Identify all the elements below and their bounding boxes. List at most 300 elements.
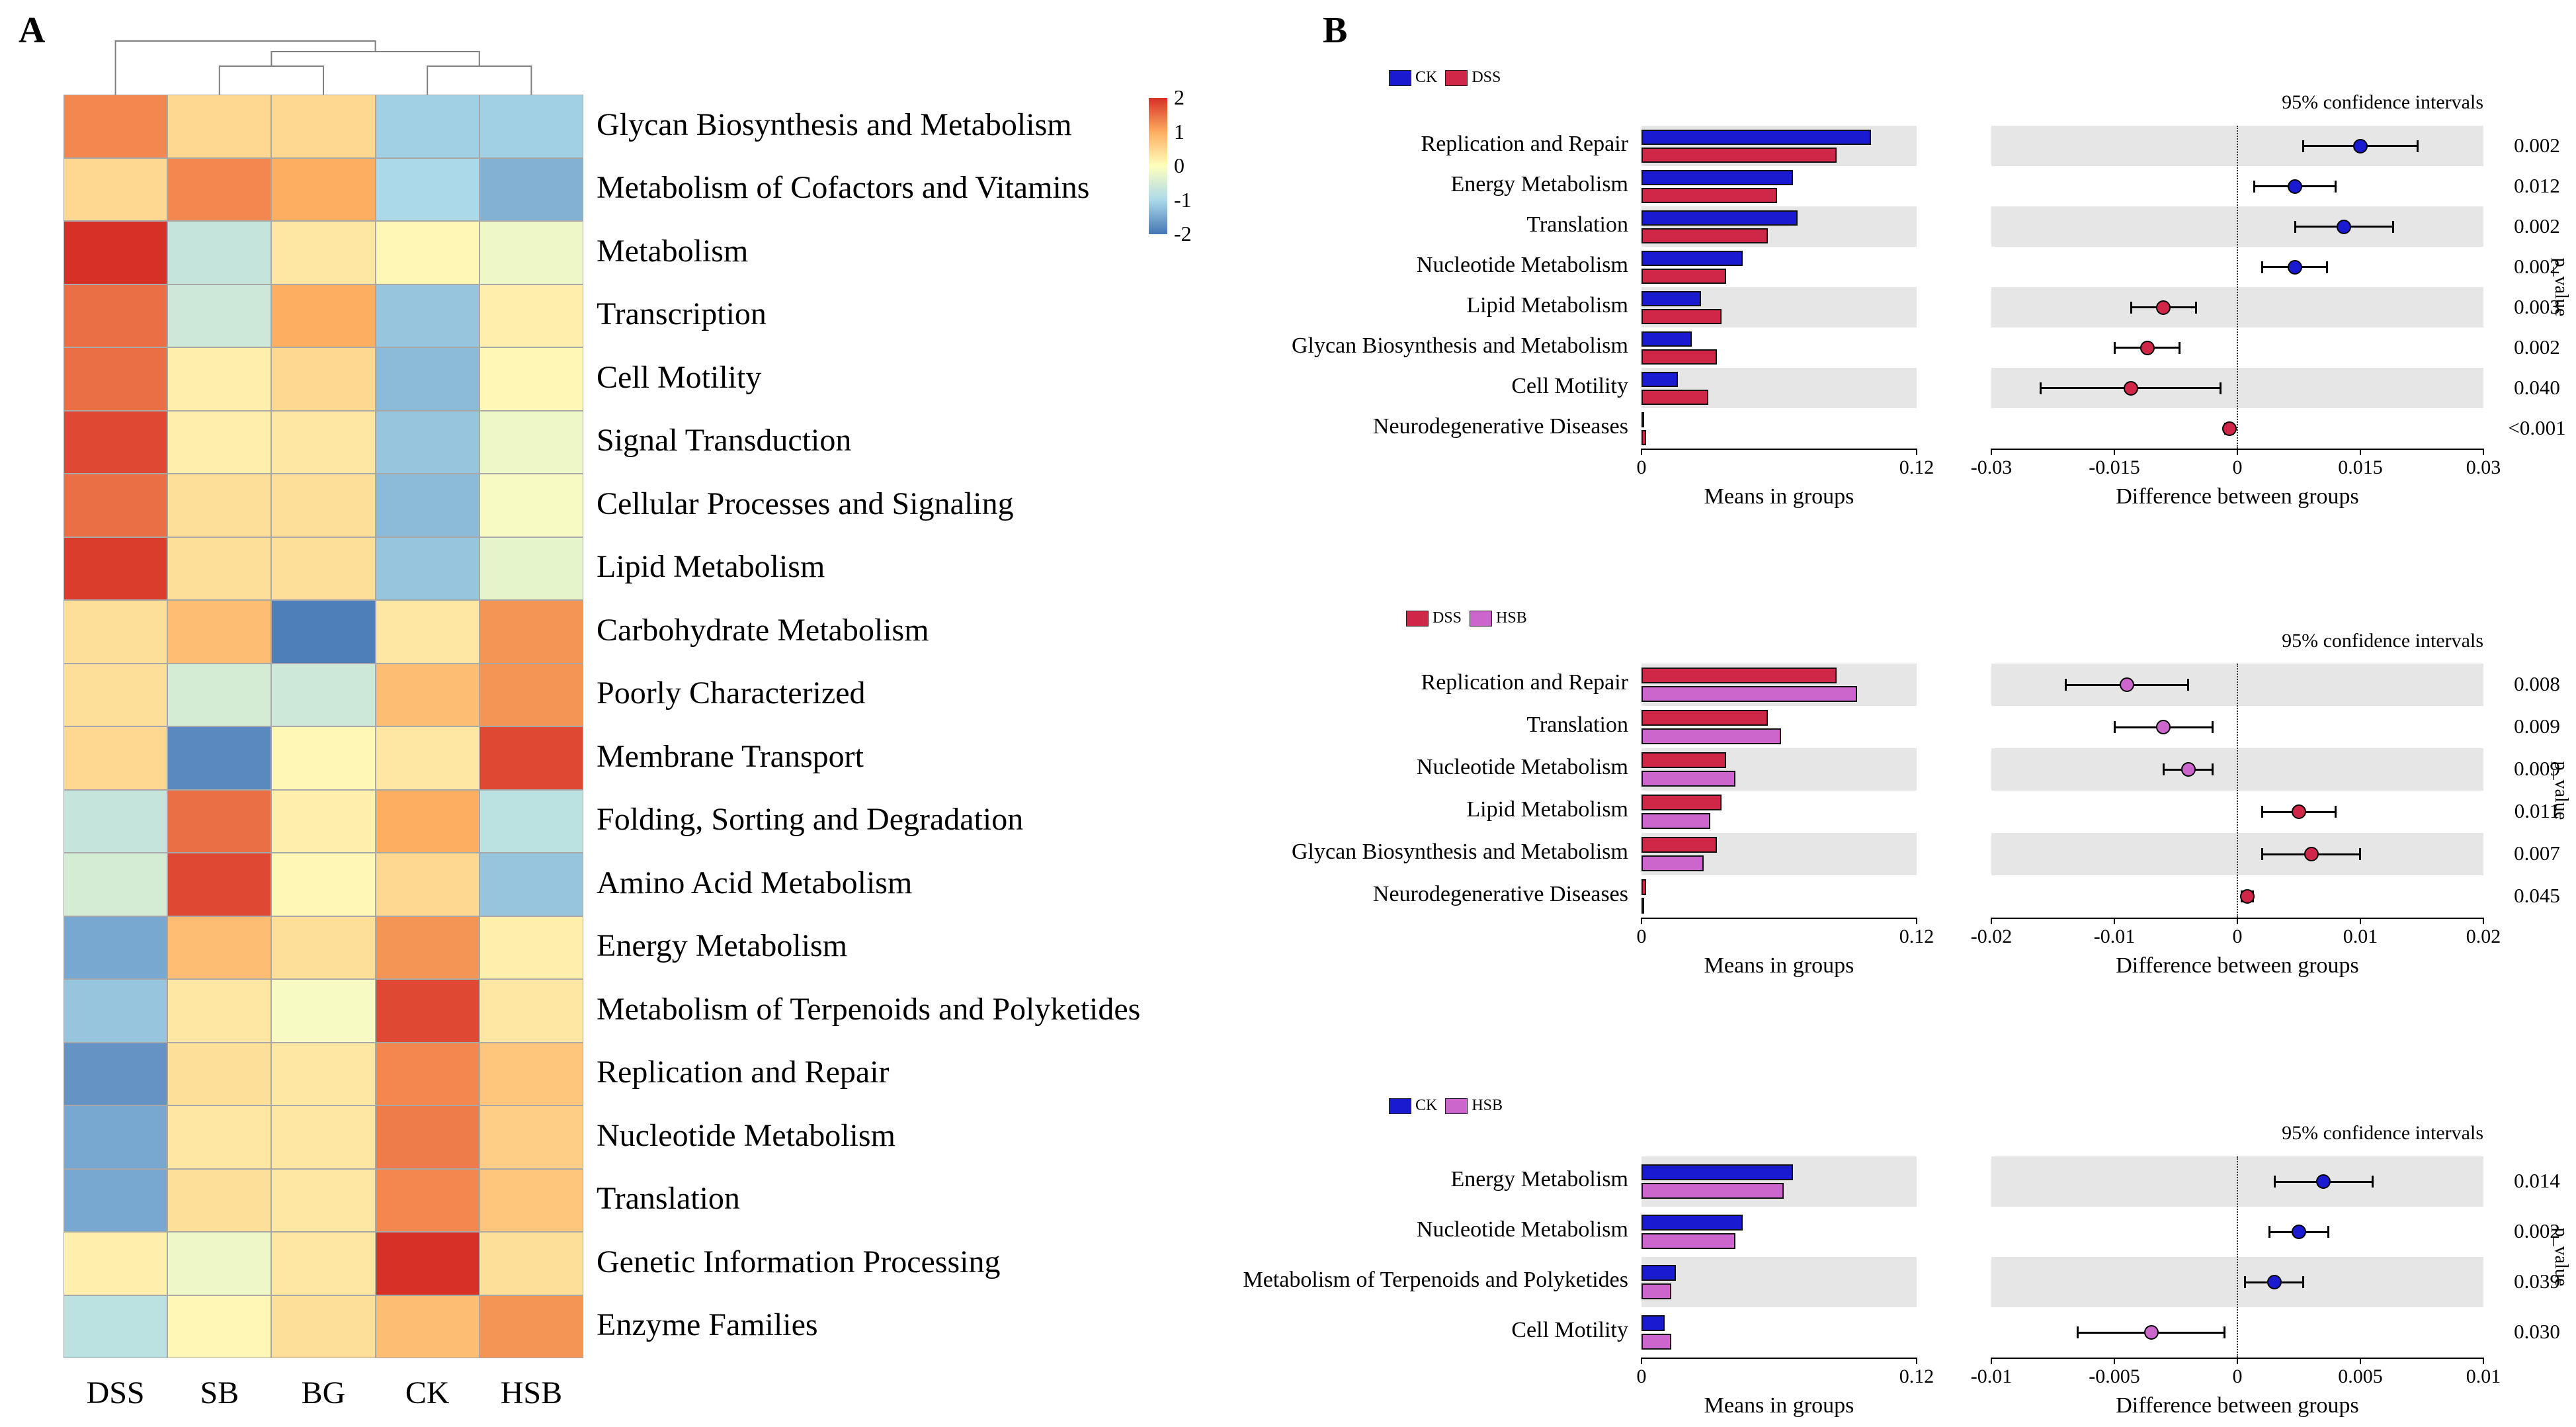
mean-bar-ck	[1641, 331, 1692, 347]
mean-bar-dss	[1641, 837, 1717, 853]
mean-bar-ck	[1641, 130, 1871, 145]
diff-axis-tick	[2360, 918, 2361, 924]
heatmap-cell	[479, 790, 583, 853]
p-value: 0.030	[2514, 1320, 2560, 1343]
ci-cap-left	[2302, 140, 2304, 152]
p-value: 0.014	[2514, 1169, 2560, 1192]
mean-bar-hsb	[1641, 1283, 1671, 1299]
legend-item	[1389, 1097, 1437, 1115]
heatmap-cell	[271, 1232, 375, 1295]
diff-dot	[2140, 341, 2155, 355]
category-label: Glycan Biosynthesis and Metabolism	[1291, 333, 1628, 358]
diff-axis-tick	[2360, 1358, 2361, 1364]
diff-dot	[2181, 762, 2196, 777]
colorbar-tick-label: 0	[1174, 153, 1184, 177]
heatmap-cell	[271, 158, 375, 222]
colorbar-tick-label: 1	[1174, 119, 1184, 144]
heatmap-cell	[376, 347, 479, 411]
ci-cap-right	[2335, 181, 2337, 193]
category-label: Neurodegenerative Diseases	[1372, 882, 1628, 906]
ci-cap-left	[2268, 1226, 2270, 1238]
heatmap-col-label: BG	[301, 1375, 346, 1410]
diff-tick-label: 0.01	[2466, 1365, 2501, 1387]
ci-cap-left	[2261, 261, 2263, 273]
diff-dot	[2304, 847, 2319, 861]
means-axis-tick	[1916, 918, 1917, 924]
heatmap-row-label: Enzyme Families	[597, 1307, 818, 1343]
heatmap-cell	[376, 1232, 479, 1295]
diff-axis-tick	[2114, 1358, 2115, 1364]
heatmap-cell	[63, 1232, 167, 1295]
heatmap-cell	[63, 1043, 167, 1106]
heatmap-cell	[376, 221, 479, 284]
diff-dot	[2288, 260, 2302, 275]
mean-bar-ck	[1641, 412, 1644, 427]
diff-dot	[2124, 381, 2138, 396]
heatmap-cell	[479, 158, 583, 222]
heatmap-cell	[63, 221, 167, 284]
legend	[1406, 609, 1527, 627]
legend-label: DSS	[1433, 609, 1462, 627]
diff-dot	[2222, 421, 2237, 436]
heatmap-cell	[479, 347, 583, 411]
heatmap-cell	[63, 664, 167, 727]
heatmap-cell	[479, 664, 583, 727]
heatmap-cell	[376, 1295, 479, 1359]
heatmap-cell	[63, 600, 167, 664]
ci-cap-left	[2077, 1326, 2079, 1338]
mean-bar-ck	[1641, 1265, 1676, 1281]
p-value: 0.008	[2514, 672, 2560, 695]
category-label: Cell Motility	[1511, 373, 1628, 398]
ci-cap-right	[2372, 1176, 2374, 1188]
mean-bar-dss	[1641, 879, 1646, 895]
heatmap-cell	[167, 1295, 271, 1359]
diff-tick-label: 0	[2232, 1365, 2243, 1387]
heatmap-cell	[479, 1232, 583, 1295]
diff-axis-tick	[2114, 918, 2115, 924]
ci-cap-left	[2114, 721, 2116, 733]
diff-tick-label: 0	[2232, 456, 2243, 478]
heatmap-cell	[376, 95, 479, 158]
heatmap-colorbar	[1149, 98, 1167, 234]
heatmap-row-label: Metabolism	[597, 233, 749, 269]
heatmap-cell	[479, 853, 583, 916]
heatmap-cell	[271, 1169, 375, 1232]
category-label: Glycan Biosynthesis and Metabolism	[1291, 840, 1628, 864]
mean-bar-ck	[1641, 372, 1678, 387]
legend-item	[1445, 1097, 1503, 1115]
p-value: 0.002	[2514, 1219, 2560, 1242]
category-label: Translation	[1526, 713, 1628, 737]
legend-item	[1389, 69, 1437, 87]
heatmap-cell	[167, 600, 271, 664]
ci-cap-right	[2179, 342, 2181, 354]
heatmap-cell	[63, 158, 167, 222]
heatmap-cell	[479, 600, 583, 664]
heatmap-row-label: Translation	[597, 1181, 740, 1217]
diff-tick-label: -0.015	[2089, 456, 2140, 478]
category-label: Lipid Metabolism	[1466, 797, 1628, 822]
category-label: Energy Metabolism	[1450, 1167, 1628, 1191]
heatmap-cell	[271, 726, 375, 790]
mean-bar-hsb	[1641, 855, 1704, 871]
means-tick-label: 0	[1636, 456, 1647, 478]
category-label: Translation	[1526, 212, 1628, 237]
ci-cap-left	[2130, 302, 2132, 314]
mean-bar-hsb	[1641, 1183, 1784, 1199]
p-value: 0.002	[2514, 335, 2560, 359]
diff-tick-label: -0.01	[2093, 926, 2136, 947]
p-value: 0.011	[2514, 799, 2560, 822]
ci-cap-right	[2335, 806, 2337, 818]
heatmap-cell	[271, 916, 375, 980]
means-row-stripe	[1641, 875, 1917, 918]
heatmap-cell	[479, 1169, 583, 1232]
heatmap-col-label: DSS	[86, 1375, 145, 1410]
heatmap-cell	[167, 537, 271, 601]
heatmap-row-label: Cellular Processes and Signaling	[597, 486, 1014, 521]
legend-swatch-icon	[1406, 611, 1429, 627]
means-axis-label: Means in groups	[1704, 484, 1854, 509]
diff-axis-tick	[2237, 449, 2238, 455]
means-row-stripe	[1641, 1257, 1917, 1307]
heatmap-cell	[63, 790, 167, 853]
heatmap-row-label: Genetic Information Processing	[597, 1244, 1001, 1279]
heatmap-cell	[479, 1295, 583, 1359]
ci-cap-left	[2261, 806, 2263, 818]
heatmap-row-label: Signal Transduction	[597, 423, 852, 458]
heatmap-cell	[167, 158, 271, 222]
diff-axis-tick	[2483, 918, 2484, 924]
heatmap-cell	[271, 600, 375, 664]
heatmap-cell	[167, 916, 271, 980]
ci-cap-right	[2417, 140, 2419, 152]
diff-dot	[2292, 1225, 2306, 1239]
heatmap-cell	[63, 284, 167, 348]
legend-label: HSB	[1496, 609, 1527, 627]
zero-line	[2237, 664, 2238, 918]
mean-bar-hsb	[1641, 1334, 1671, 1350]
heatmap-cell	[271, 664, 375, 727]
heatmap-cell	[167, 1105, 271, 1169]
diff-axis-tick	[2483, 1358, 2484, 1364]
means-tick-label: 0.12	[1899, 1365, 1934, 1387]
diff-tick-label: -0.01	[1970, 1365, 2013, 1387]
heatmap-cell	[376, 474, 479, 537]
mean-bar-ck	[1641, 291, 1701, 306]
diff-axis-tick	[2360, 449, 2361, 455]
ci-cap-left	[2274, 1176, 2276, 1188]
heatmap-cell	[271, 790, 375, 853]
heatmap-cell	[271, 284, 375, 348]
heatmap-row-label: Carbohydrate Metabolism	[597, 612, 929, 648]
heatmap-cell	[167, 853, 271, 916]
means-axis-label: Means in groups	[1704, 953, 1854, 978]
heatmap-cell	[271, 347, 375, 411]
heatmap-cell	[479, 1043, 583, 1106]
category-label: Cell Motility	[1511, 1318, 1628, 1342]
heatmap-col-label: HSB	[500, 1375, 563, 1410]
ci-cap-left	[2244, 1276, 2246, 1288]
heatmap-cell	[271, 853, 375, 916]
legend-item	[1406, 609, 1462, 627]
legend	[1389, 69, 1501, 87]
means-row-stripe	[1641, 408, 1917, 449]
ci-cap-right	[2223, 1326, 2225, 1338]
heatmap-row-label: Cell Motility	[597, 359, 762, 395]
diff-dot	[2337, 220, 2351, 234]
legend-swatch-icon	[1389, 1098, 1411, 1114]
diff-axis-tick	[2237, 918, 2238, 924]
heatmap-cell	[376, 726, 479, 790]
means-tick-label: 0	[1636, 926, 1647, 947]
mean-bar-dss	[1641, 710, 1768, 726]
mean-bar-dss	[1641, 668, 1837, 683]
diff-dot	[2353, 139, 2368, 153]
legend	[1389, 1097, 1503, 1115]
p-value: 0.045	[2514, 884, 2560, 907]
diff-axis-label: Difference between groups	[2116, 1393, 2359, 1418]
diff-dot	[2240, 889, 2255, 904]
diff-dot	[2144, 1325, 2159, 1340]
heatmap-cell	[63, 95, 167, 158]
diff-axis-label: Difference between groups	[2116, 953, 2359, 978]
heatmap-cell	[167, 284, 271, 348]
colorbar-tick-label: -2	[1174, 222, 1192, 245]
category-label: Nucleotide Metabolism	[1416, 252, 1628, 277]
heatmap-cell	[63, 979, 167, 1043]
p-value: 0.012	[2514, 173, 2560, 197]
heatmap-row-label: Replication and Repair	[597, 1055, 890, 1090]
heatmap-cell	[63, 853, 167, 916]
means-axis	[1641, 449, 1917, 450]
category-label: Replication and Repair	[1421, 131, 1628, 156]
mean-bar-hsb	[1641, 898, 1644, 914]
legend-label: CK	[1415, 69, 1438, 86]
p-value: 0.039	[2514, 1270, 2560, 1293]
heatmap-row-label: Glycan Biosynthesis and Metabolism	[597, 107, 1072, 142]
diff-dot	[2267, 1275, 2282, 1289]
heatmap-cell	[376, 411, 479, 474]
heatmap-cell	[376, 853, 479, 916]
ci-cap-left	[2261, 848, 2263, 860]
legend-label: CK	[1415, 1097, 1438, 1114]
legend-swatch-icon	[1470, 611, 1492, 627]
ci-title: 95% confidence intervals	[2282, 1122, 2483, 1144]
panel-a-label: A	[19, 10, 46, 51]
p-value-axis-label: p_value	[2551, 761, 2571, 820]
diff-tick-label: -0.02	[1970, 926, 2013, 947]
heatmap-row-label: Poorly Characterized	[597, 675, 866, 711]
heatmap-cell	[479, 1105, 583, 1169]
ci-cap-left	[2253, 181, 2255, 193]
mean-bar-dss	[1641, 795, 1722, 810]
diff-tick-label: 0.02	[2466, 926, 2501, 947]
mean-bar-ck	[1641, 1315, 1665, 1331]
category-label: Nucleotide Metabolism	[1416, 755, 1628, 779]
ci-cap-right	[2195, 302, 2197, 314]
ci-cap-right	[2302, 1276, 2304, 1288]
means-tick-label: 0.12	[1899, 456, 1934, 478]
category-label: Energy Metabolism	[1450, 171, 1628, 196]
mean-bar-hsb	[1641, 728, 1781, 744]
mean-bar-dss	[1641, 228, 1768, 243]
ci-cap-left	[2114, 342, 2116, 354]
diff-axis-tick	[1991, 449, 1992, 455]
heatmap-cell	[63, 726, 167, 790]
heatmap-cell	[167, 1043, 271, 1106]
diff-dot	[2292, 804, 2306, 819]
legend-item	[1445, 69, 1501, 87]
heatmap-cell	[479, 916, 583, 980]
legend-swatch-icon	[1445, 70, 1468, 86]
ci-cap-left	[2294, 221, 2296, 233]
mean-bar-ck	[1641, 210, 1798, 226]
heatmap-cell	[167, 664, 271, 727]
heatmap-cell	[167, 790, 271, 853]
heatmap-row-label: Nucleotide Metabolism	[597, 1117, 895, 1153]
mean-bar-hsb	[1641, 813, 1710, 829]
heatmap-cell	[376, 600, 479, 664]
diff-tick-label: -0.005	[2089, 1365, 2140, 1387]
heatmap-row-label: Folding, Sorting and Degradation	[597, 802, 1024, 838]
mean-bar-dss	[1641, 752, 1726, 768]
heatmap-cell	[376, 284, 479, 348]
diff-tick-label: 0.015	[2338, 456, 2383, 478]
dendrogram	[63, 34, 586, 95]
means-row-stripe	[1641, 1307, 1917, 1358]
heatmap-cell	[376, 916, 479, 980]
heatmap-cell	[167, 95, 271, 158]
heatmap-cell	[271, 411, 375, 474]
heatmap-col-label: CK	[405, 1375, 450, 1410]
means-tick-label: 0.12	[1899, 926, 1934, 947]
heatmap-cell	[271, 474, 375, 537]
ci-cap-left	[2065, 679, 2067, 691]
mean-bar-dss	[1641, 390, 1708, 405]
heatmap-cell	[271, 1043, 375, 1106]
diff-axis-tick	[2114, 449, 2115, 455]
p-value-axis-label: p_value	[2551, 1227, 2571, 1287]
heatmap-cell	[376, 979, 479, 1043]
heatmap-cell	[479, 979, 583, 1043]
mean-bar-ck	[1641, 1215, 1743, 1231]
heatmap-cell	[167, 221, 271, 284]
heatmap-cell	[63, 347, 167, 411]
p-value: 0.002	[2514, 214, 2560, 238]
diff-tick-label: 0.005	[2338, 1365, 2383, 1387]
mean-bar-dss	[1641, 430, 1646, 445]
p-value: 0.040	[2514, 375, 2560, 399]
heatmap-row-label: Metabolism of Cofactors and Vitamins	[597, 170, 1090, 206]
ci-cap-right	[2327, 1226, 2329, 1238]
heatmap-row-label: Metabolism of Terpenoids and Polyketides	[597, 991, 1141, 1027]
p-value: 0.009	[2514, 757, 2560, 780]
legend-label: DSS	[1472, 69, 1501, 86]
heatmap-cell	[63, 916, 167, 980]
heatmap-cell	[271, 1105, 375, 1169]
colorbar-tick-label: 2	[1174, 85, 1184, 109]
mean-bar-dss	[1641, 188, 1777, 203]
heatmap-cell	[167, 726, 271, 790]
mean-bar-dss	[1641, 349, 1717, 365]
heatmap-cell	[271, 1295, 375, 1359]
diff-axis-tick	[1991, 918, 1992, 924]
ci-title: 95% confidence intervals	[2282, 630, 2483, 652]
zero-line	[2237, 126, 2238, 449]
category-label: Neurodegenerative Diseases	[1372, 413, 1628, 439]
p-value: 0.007	[2514, 842, 2560, 865]
mean-bar-ck	[1641, 1164, 1793, 1180]
means-axis-tick	[1641, 449, 1642, 455]
heatmap-cell	[376, 158, 479, 222]
diff-tick-label: 0.01	[2343, 926, 2378, 947]
diff-dot	[2156, 300, 2171, 315]
heatmap-cell	[376, 1169, 479, 1232]
panel-b-label: B	[1323, 10, 1348, 51]
heatmap-cell	[63, 1169, 167, 1232]
heatmap-cell	[479, 221, 583, 284]
heatmap-cell	[167, 474, 271, 537]
mean-bar-dss	[1641, 269, 1726, 284]
mean-bar-hsb	[1641, 771, 1735, 787]
legend-item	[1470, 609, 1527, 627]
p-value-axis-label: p_value	[2551, 257, 2571, 317]
diff-tick-label: -0.03	[1970, 456, 2013, 478]
category-label: Metabolism of Terpenoids and Polyketides	[1243, 1268, 1628, 1292]
p-value: <0.001	[2508, 415, 2566, 439]
mean-bar-hsb	[1641, 1233, 1735, 1249]
heatmap-cell	[479, 726, 583, 790]
ci-title: 95% confidence intervals	[2282, 91, 2483, 113]
mean-bar-ck	[1641, 251, 1743, 266]
means-axis-tick	[1641, 918, 1642, 924]
heatmap-cell	[479, 95, 583, 158]
mean-bar-dss	[1641, 148, 1837, 163]
ci-cap-right	[2220, 382, 2222, 394]
heatmap-cell	[479, 284, 583, 348]
heatmap-cell	[63, 537, 167, 601]
colorbar-tick-label: -1	[1174, 187, 1192, 212]
mean-bar-dss	[1641, 309, 1722, 324]
ci-cap-right	[2187, 679, 2189, 691]
heatmap-cell	[479, 537, 583, 601]
mean-bar-ck	[1641, 170, 1793, 185]
p-value: 0.002	[2514, 254, 2560, 278]
zero-line	[2237, 1156, 2238, 1358]
p-value: 0.009	[2514, 714, 2560, 738]
legend-swatch-icon	[1389, 70, 1411, 86]
heatmap-row-label: Membrane Transport	[597, 738, 864, 774]
category-label: Nucleotide Metabolism	[1416, 1217, 1628, 1242]
heatmap-cell	[479, 474, 583, 537]
heatmap-row-label: Transcription	[597, 296, 767, 332]
mean-bar-hsb	[1641, 686, 1857, 702]
diff-tick-label: 0.03	[2466, 456, 2501, 478]
means-axis	[1641, 1358, 1917, 1359]
ci-cap-left	[2163, 763, 2165, 775]
heatmap-cell	[63, 1295, 167, 1359]
heatmap-cell	[271, 95, 375, 158]
legend-label: HSB	[1472, 1097, 1503, 1114]
heatmap-row-label: Lipid Metabolism	[597, 549, 825, 585]
diff-dot	[2288, 179, 2302, 194]
category-label: Replication and Repair	[1421, 670, 1628, 695]
heatmap-cell	[167, 1169, 271, 1232]
means-axis	[1641, 918, 1917, 919]
p-value: 0.003	[2514, 294, 2560, 318]
